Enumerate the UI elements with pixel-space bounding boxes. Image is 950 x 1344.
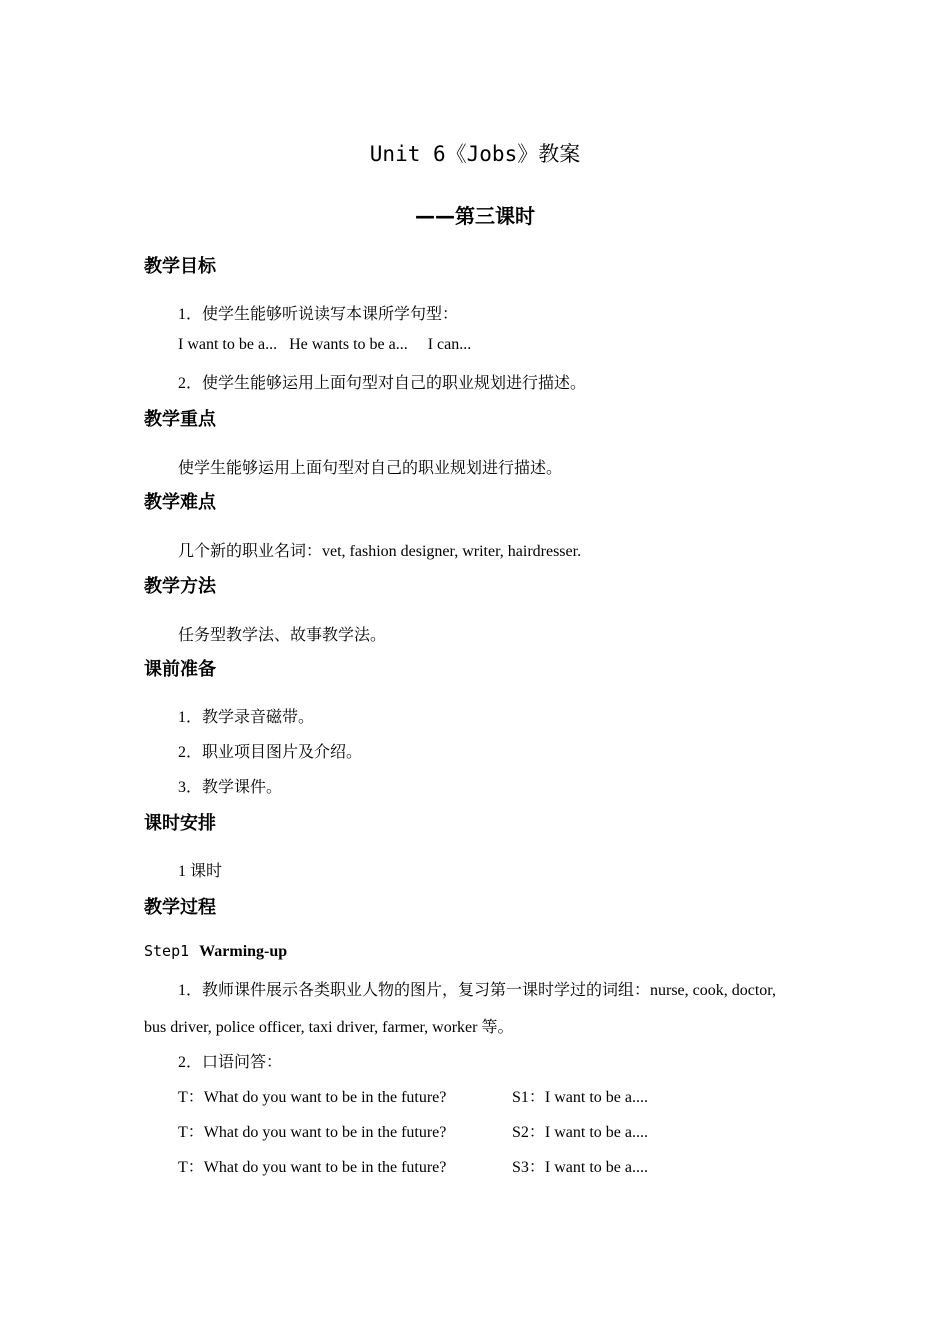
step-heading: [144, 942, 287, 961]
dialogue-student: S2：I want to be a....: [512, 1124, 648, 1141]
preparation-item: 1．教学录音磁带。: [178, 709, 315, 726]
methods-text: 任务型教学法、故事教学法。: [178, 627, 387, 644]
process-item-1-line-2: bus driver, police officer, taxi driver, farmer, worker 等。: [144, 1019, 514, 1036]
step-title: Warming-up: [199, 943, 288, 960]
process-item-1-line-1: 1．教师课件展示各类职业人物的图片，复习第一课时学过的词组：nurse, cook, doctor,: [178, 982, 776, 999]
document-subtitle: ——第三课时: [415, 204, 535, 228]
heading-schedule: 课时安排: [144, 813, 216, 834]
dialogue-student: S1：I want to be a....: [512, 1089, 648, 1106]
preparation-item: 2．职业项目图片及介绍。: [178, 744, 363, 761]
heading-difficulties: 教学难点: [144, 492, 216, 513]
document-title: Unit 6《Jobs》教案: [369, 142, 581, 166]
heading-key-points: 教学重点: [144, 409, 216, 430]
dialogue-teacher: T：What do you want to be in the future?: [178, 1159, 447, 1176]
objective-item-1: 1．使学生能够听说读写本课所学句型：: [178, 306, 459, 323]
process-item-2: 2．口语问答：: [178, 1054, 283, 1071]
difficulties-text: 几个新的职业名词：vet, fashion designer, writer, hairdresser.: [178, 543, 582, 560]
schedule-text: 1 课时: [178, 863, 223, 880]
sentence-patterns: I want to be a... He wants to be a... I can...: [178, 336, 472, 353]
step-label: Step1: [144, 942, 190, 960]
preparation-item: 3．教学课件。: [178, 779, 283, 796]
heading-objectives: 教学目标: [144, 256, 216, 277]
heading-preparation: 课前准备: [144, 659, 216, 680]
heading-methods: 教学方法: [144, 576, 216, 597]
heading-process: 教学过程: [144, 897, 216, 918]
dialogue-teacher: T：What do you want to be in the future?: [178, 1089, 447, 1106]
dialogue-teacher: T：What do you want to be in the future?: [178, 1124, 447, 1141]
key-points-text: 使学生能够运用上面句型对自己的职业规划进行描述。: [178, 460, 563, 477]
objective-item-2: 2．使学生能够运用上面句型对自己的职业规划进行描述。: [178, 375, 587, 392]
dialogue-student: S3：I want to be a....: [512, 1159, 648, 1176]
